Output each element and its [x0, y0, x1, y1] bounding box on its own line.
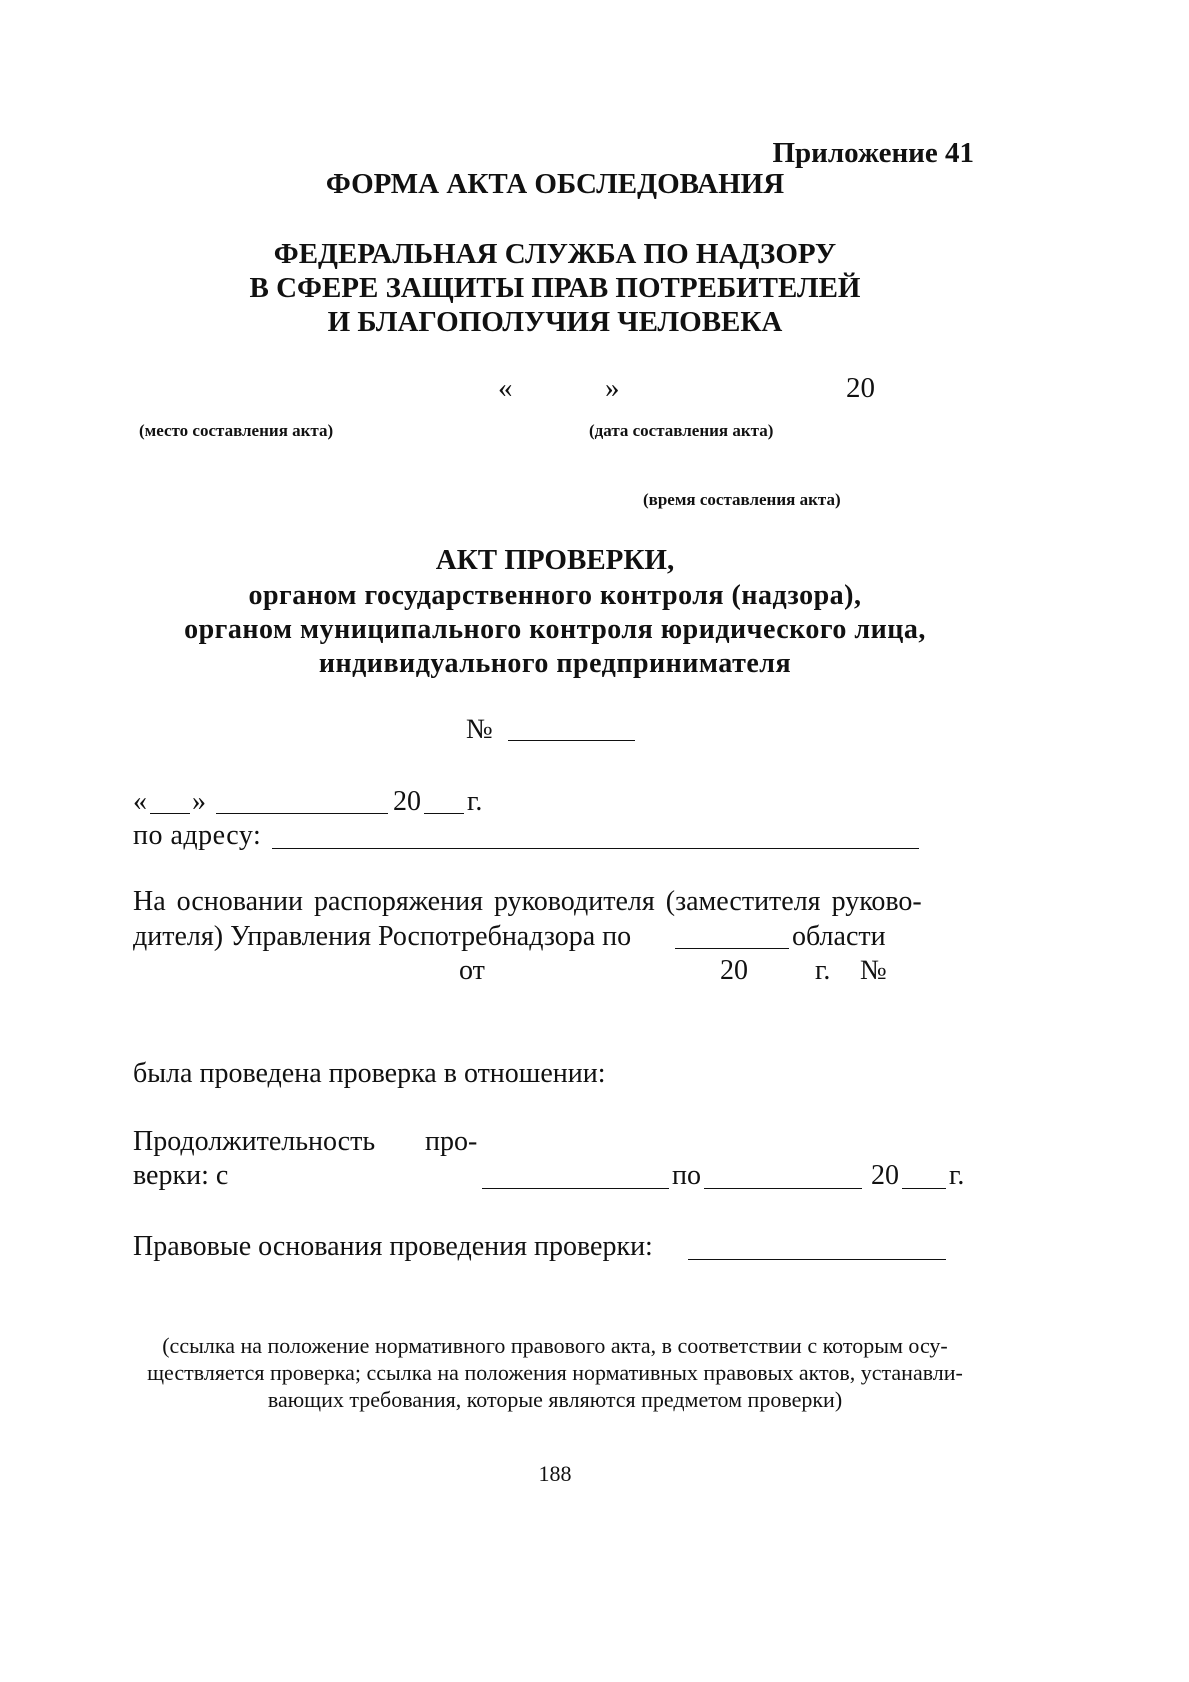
duration-label-1: Продолжительность [133, 1126, 376, 1157]
region-line [675, 948, 789, 949]
duration-end-line [704, 1188, 862, 1189]
basis-g: г. [815, 955, 831, 986]
basis-year: 20 [720, 955, 748, 986]
act-month-line [216, 813, 388, 814]
caption-time: (время составления акта) [643, 490, 841, 509]
footnote-line-1: (ссылка на положение нормативного правового акта, в соответствии с которым осу- [162, 1333, 948, 1358]
date-year: 20 [846, 372, 875, 404]
act-date-open-quote: « [133, 786, 147, 817]
act-number-label: № [466, 714, 493, 745]
page-number: 188 [538, 1461, 572, 1486]
agency-line-3: И БЛАГОПОЛУЧИЯ ЧЕЛОВЕКА [327, 306, 783, 338]
act-day-line [150, 813, 190, 814]
act-line-2: органом муниципального контроля юридического лица, [184, 614, 926, 645]
basis-number-label: № [860, 955, 887, 986]
duration-to-label: по [672, 1160, 701, 1191]
legal-basis-label: Правовые основания проведения проверки: [133, 1231, 653, 1262]
footnote-line-3: вающих требования, которые являются предметом проверки) [267, 1387, 843, 1412]
basis-from-label: от [459, 955, 485, 986]
form-title: ФОРМА АКТА ОБСЛЕДОВАНИЯ [325, 168, 785, 200]
act-date-year: 20 [393, 786, 421, 817]
address-line [272, 848, 919, 849]
agency-line-1: ФЕДЕРАЛЬНАЯ СЛУЖБА ПО НАДЗОРУ [273, 238, 837, 270]
duration-g: г. [949, 1160, 965, 1191]
appendix-label: Приложение 41 [772, 137, 974, 169]
duration-year: 20 [871, 1160, 899, 1191]
basis-line-2: дителя) Управления Роспотребнадзора по [133, 921, 632, 952]
act-number-line [508, 740, 635, 741]
legal-basis-line [688, 1259, 946, 1260]
act-date-suffix: г. [467, 786, 483, 817]
basis-region-suffix: области [792, 921, 886, 952]
caption-date: (дата составления акта) [589, 421, 774, 440]
date-close-quote: » [605, 372, 620, 404]
inspected-label: была проведена проверка в отношении: [133, 1058, 606, 1089]
duration-label-2: верки: с [133, 1160, 229, 1191]
act-year-line [424, 813, 464, 814]
date-open-quote: « [498, 372, 513, 404]
duration-start-line [482, 1188, 669, 1189]
duration-label-1b: про- [425, 1126, 478, 1157]
agency-line-2: В СФЕРЕ ЗАЩИТЫ ПРАВ ПОТРЕБИТЕЛЕЙ [249, 272, 861, 304]
duration-year-line [902, 1188, 946, 1189]
act-line-1: органом государственного контроля (надзора), [248, 580, 862, 611]
act-title: АКТ ПРОВЕРКИ, [435, 544, 675, 576]
basis-line-1: На основании распоряжения руководителя (заместителя руково- [133, 886, 922, 917]
footnote-line-2: ществляется проверка; ссылка на положения нормативных правовых актов, устанавли- [147, 1360, 963, 1385]
act-date-close-quote: » [192, 786, 206, 817]
act-line-3: индивидуального предпринимателя [318, 648, 792, 679]
address-label: по адресу: [133, 820, 262, 851]
caption-place: (место составления акта) [139, 421, 334, 440]
